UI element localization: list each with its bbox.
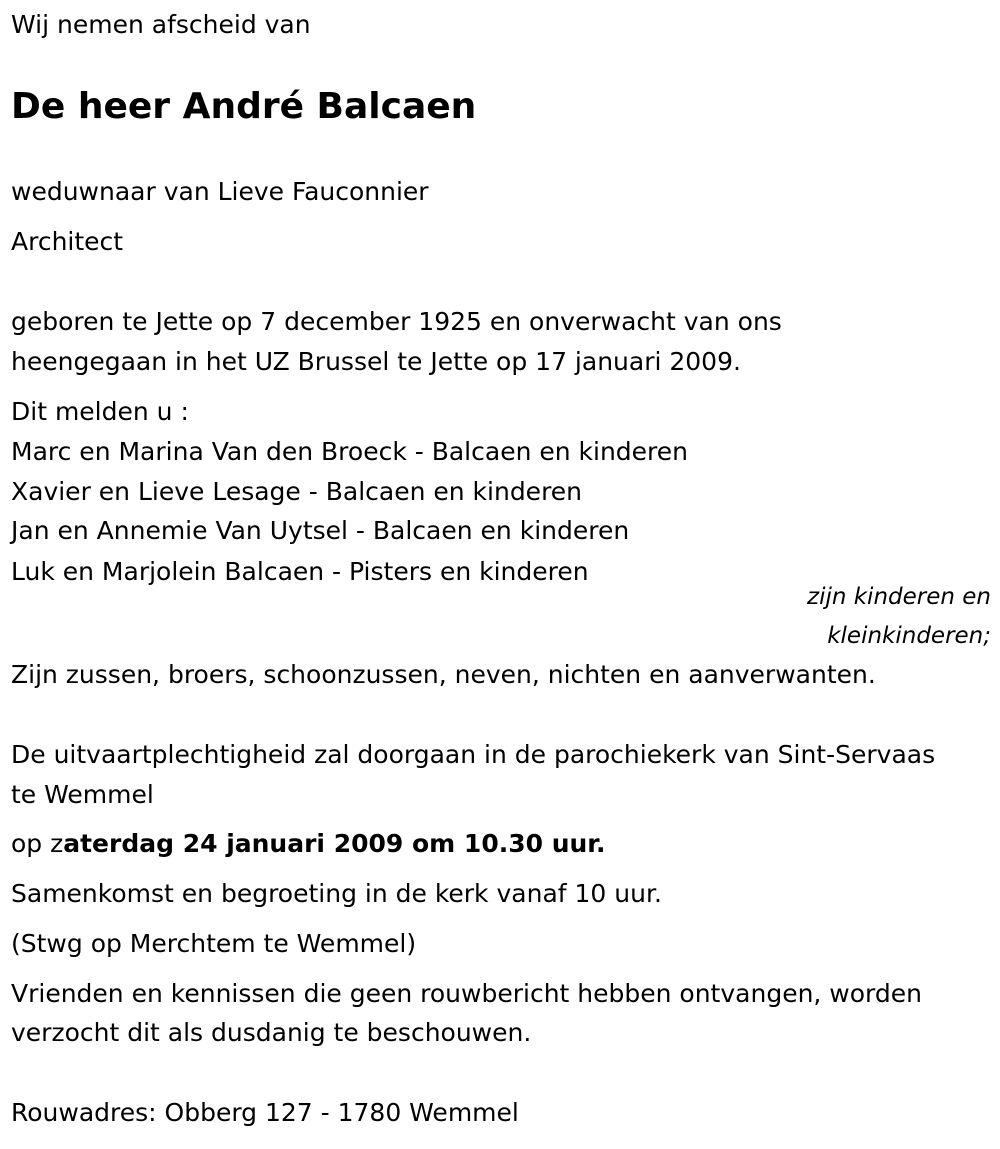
- friends-line-2: verzocht dit als dusdanig te beschouwen.: [11, 1018, 532, 1047]
- profession-text: Architect: [11, 227, 124, 256]
- birth-line-2: heengegaan in het UZ Brussel te Jette op 17 januari 2009.: [11, 347, 741, 376]
- intro-text: Wij nemen afscheid van: [11, 10, 311, 39]
- deceased-name: De heer André Balcaen: [11, 86, 477, 127]
- birth-line-1: geboren te Jette op 7 december 1925 en onverwacht van ons: [11, 307, 782, 336]
- family-item: Marc en Marina Van den Broeck - Balcaen en kinderen: [11, 437, 689, 466]
- family-item: Jan en Annemie Van Uytsel - Balcaen en kinderen: [11, 516, 630, 545]
- address-text: Rouwadres: Obberg 127 - 1780 Wemmel: [11, 1098, 519, 1127]
- announce-text: Dit melden u :: [11, 397, 189, 426]
- widower-text: weduwnaar van Lieve Fauconnier: [11, 177, 429, 206]
- ceremony-line-2: te Wemmel: [11, 780, 154, 809]
- gathering-text: Samenkomst en begroeting in de kerk vanaf 10 uur.: [11, 879, 662, 908]
- date-prefix: op z: [11, 829, 64, 858]
- family-item: Luk en Marjolein Balcaen - Pisters en kinderen: [11, 557, 589, 586]
- family-note-line-2: kleinkinderen;: [827, 623, 991, 649]
- directions-text: (Stwg op Merchtem te Wemmel): [11, 929, 417, 958]
- family-item: Xavier en Lieve Lesage - Balcaen en kinderen: [11, 477, 583, 506]
- ceremony-date: [11, 824, 606, 864]
- relatives-text: Zijn zussen, broers, schoonzussen, neven, nichten en aanverwanten.: [11, 660, 876, 689]
- family-note-line-1: zijn kinderen en: [807, 584, 991, 610]
- date-bold: aterdag 24 januari 2009 om 10.30 uur.: [63, 829, 606, 858]
- friends-line-1: Vrienden en kennissen die geen rouwbericht hebben ontvangen, worden: [11, 979, 922, 1008]
- ceremony-line-1: De uitvaartplechtigheid zal doorgaan in de parochiekerk van Sint-Servaas: [11, 740, 936, 769]
